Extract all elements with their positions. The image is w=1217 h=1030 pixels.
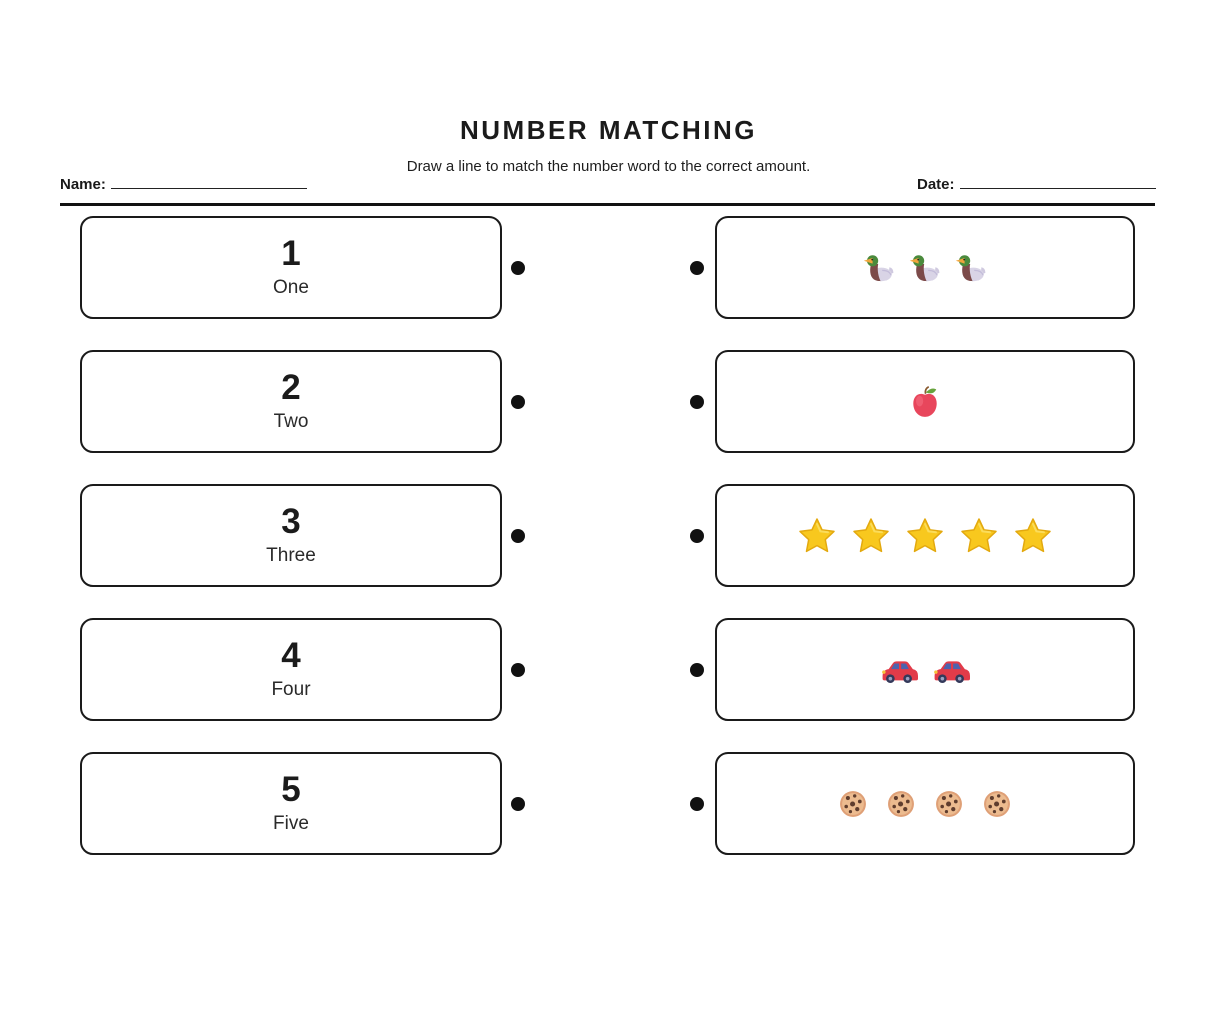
car-icon [880, 655, 918, 685]
apple-icon [907, 384, 943, 420]
number-word-2: Two [273, 411, 309, 432]
number-word-card-2[interactable] [80, 350, 502, 453]
emoji-group-apple [907, 384, 943, 420]
connector-dot-right-2[interactable] [690, 395, 704, 409]
numeral-2: 2 [281, 368, 301, 407]
numeral-1: 1 [281, 234, 301, 273]
star-icon [959, 516, 999, 556]
duck-icon [863, 252, 895, 284]
emoji-group-stars [797, 516, 1053, 556]
connector-dot-left-1[interactable] [511, 261, 525, 275]
name-field [60, 176, 307, 193]
cookie-icon [932, 787, 966, 821]
number-word-card-5[interactable] [80, 752, 502, 855]
name-write-line[interactable] [111, 176, 307, 189]
row-spacer [525, 350, 690, 453]
star-icon [851, 516, 891, 556]
page-title: NUMBER MATCHING [460, 115, 757, 145]
connector-dot-right-3[interactable] [690, 529, 704, 543]
number-word-3: Three [266, 545, 316, 566]
picture-card-stars[interactable] [715, 484, 1135, 587]
cookie-icon [884, 787, 918, 821]
car-icon [932, 655, 970, 685]
star-icon [797, 516, 837, 556]
duck-icon [955, 252, 987, 284]
emoji-group-cookies [836, 787, 1014, 821]
picture-card-ducks[interactable] [715, 216, 1135, 319]
date-label: Date: [917, 176, 955, 193]
connector-dot-left-3[interactable] [511, 529, 525, 543]
instructions-text: Draw a line to match the number word to the correct amount. [406, 158, 811, 175]
match-row-5 [80, 752, 1135, 855]
row-spacer [525, 618, 690, 721]
emoji-group-ducks [863, 252, 987, 284]
connector-dot-right-1[interactable] [690, 261, 704, 275]
number-word-5: Five [273, 813, 309, 834]
duck-icon [909, 252, 941, 284]
connector-dot-left-5[interactable] [511, 797, 525, 811]
numeral-4: 4 [281, 636, 301, 675]
picture-card-apple[interactable] [715, 350, 1135, 453]
row-spacer [525, 484, 690, 587]
number-word-card-1[interactable] [80, 216, 502, 319]
matching-rows [80, 216, 1135, 855]
cookie-icon [980, 787, 1014, 821]
number-word-4: Four [271, 679, 311, 700]
match-row-4 [80, 618, 1135, 721]
connector-dot-right-5[interactable] [690, 797, 704, 811]
emoji-group-cars [880, 655, 970, 685]
row-spacer [525, 752, 690, 855]
connector-dot-left-2[interactable] [511, 395, 525, 409]
name-label: Name: [60, 176, 106, 193]
picture-card-cookies[interactable] [715, 752, 1135, 855]
connector-dot-right-4[interactable] [690, 663, 704, 677]
date-write-line[interactable] [960, 176, 1156, 189]
match-row-3 [80, 484, 1135, 587]
number-word-card-3[interactable] [80, 484, 502, 587]
number-word-1: One [273, 277, 309, 298]
cookie-icon [836, 787, 870, 821]
match-row-2 [80, 350, 1135, 453]
star-icon [905, 516, 945, 556]
connector-dot-left-4[interactable] [511, 663, 525, 677]
header-divider [60, 203, 1155, 206]
numeral-5: 5 [281, 770, 301, 809]
row-spacer [525, 216, 690, 319]
number-word-card-4[interactable] [80, 618, 502, 721]
date-field [917, 176, 1156, 193]
picture-card-cars[interactable] [715, 618, 1135, 721]
star-icon [1013, 516, 1053, 556]
numeral-3: 3 [281, 502, 301, 541]
match-row-1 [80, 216, 1135, 319]
